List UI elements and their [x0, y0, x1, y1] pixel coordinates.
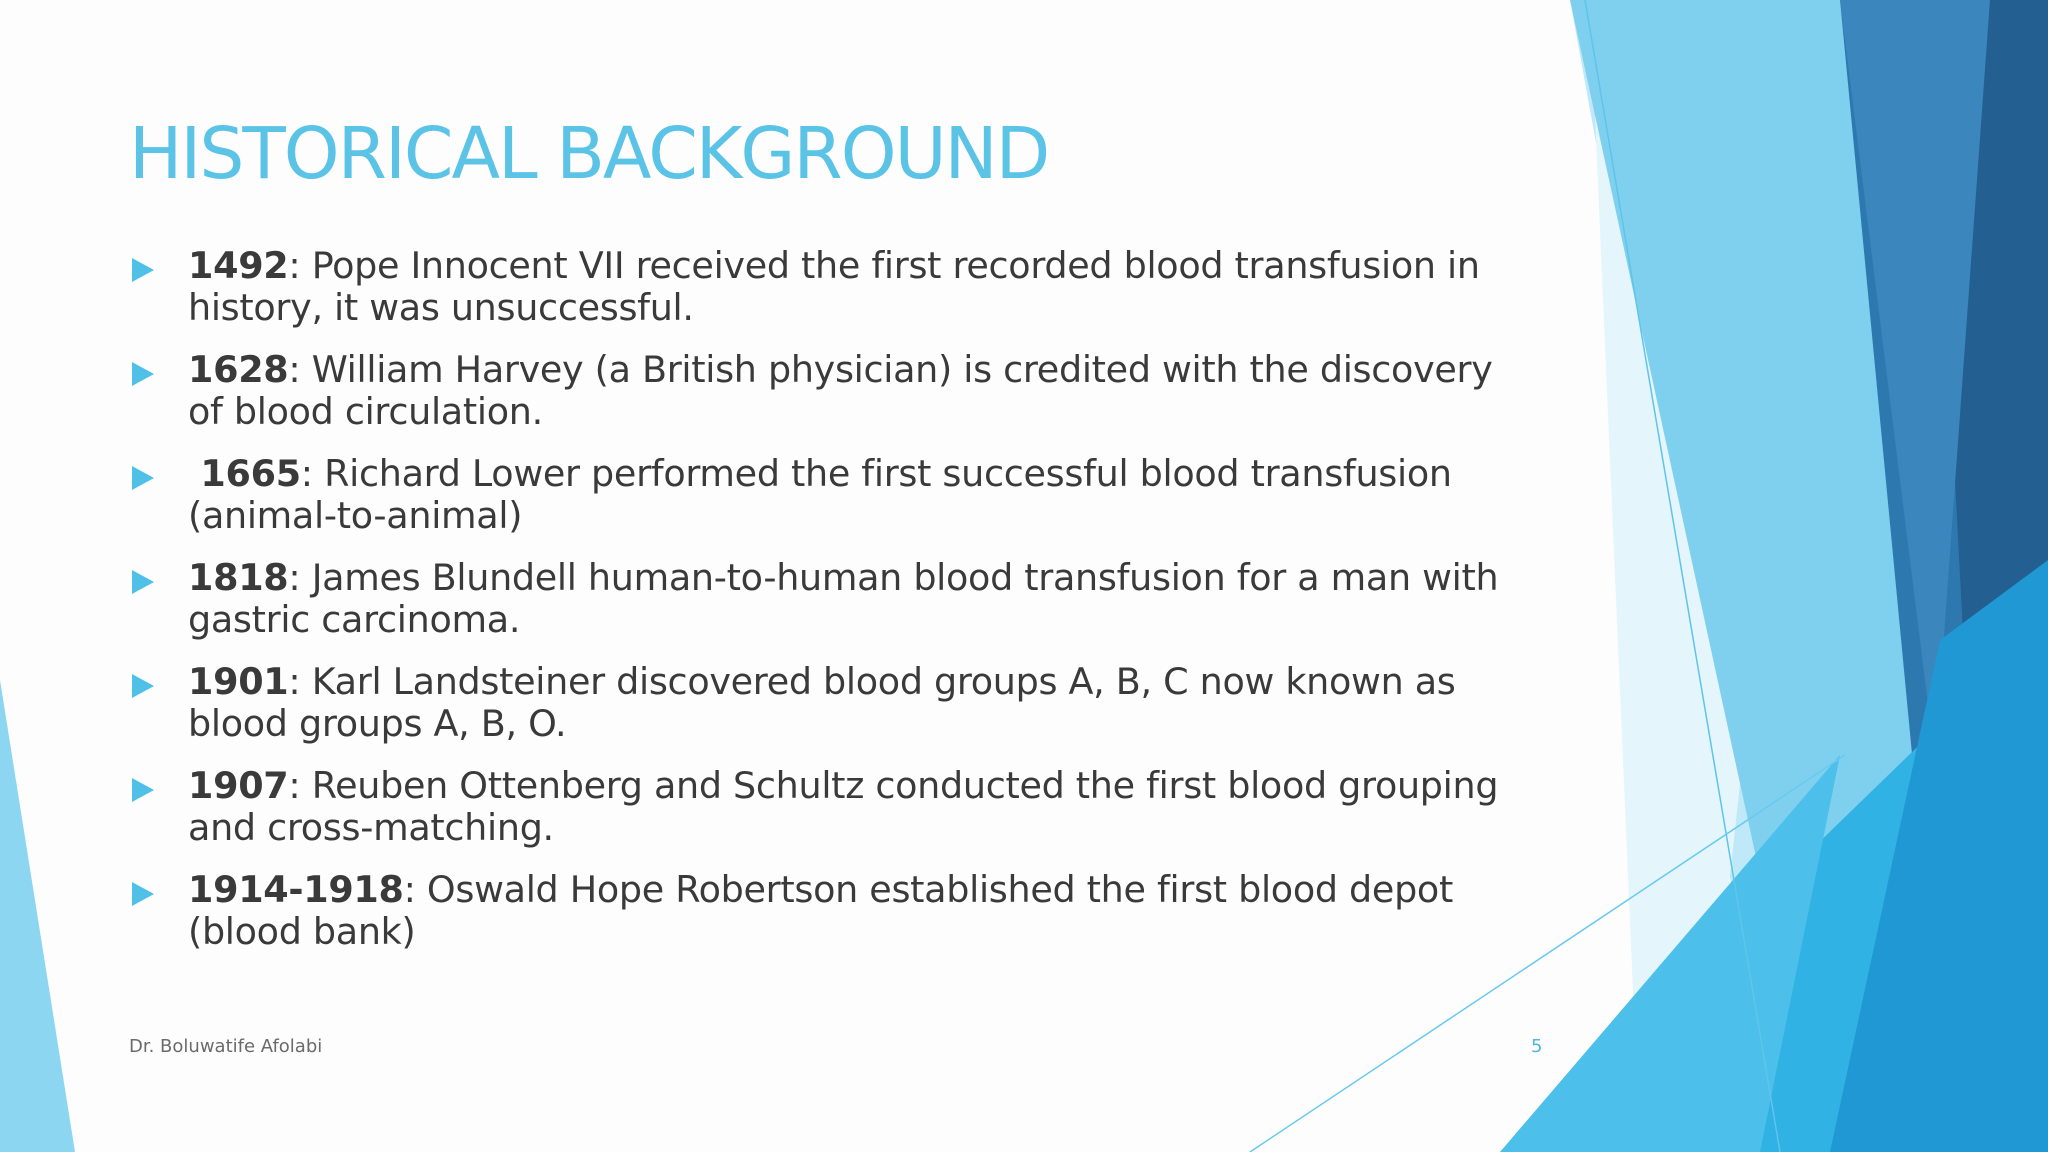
- bullet-year: 1901: [188, 660, 289, 703]
- bullet-item-1901: [130, 661, 1530, 745]
- bullet-year: 1492: [188, 244, 289, 287]
- bullet-year: 1628: [188, 348, 289, 391]
- bullet-item-1628: [130, 349, 1530, 433]
- bullet-text: : William Harvey (a British physician) is credited with the discovery of blood circulation.: [188, 348, 1493, 433]
- bullet-text: : Richard Lower performed the first successful blood transfusion (animal-to-animal): [188, 452, 1452, 537]
- bullet-text: : Reuben Ottenberg and Schultz conducted the first blood grouping and cross-matching.: [188, 764, 1499, 849]
- bullet-list: [130, 245, 1530, 973]
- bullet-text: : Pope Innocent VII received the first recorded blood transfusion in history, it was unsuccessful.: [188, 244, 1480, 329]
- page-number: 5: [1531, 1036, 1543, 1057]
- bullet-year: 1665: [188, 452, 301, 495]
- bullet-text: : James Blundell human-to-human blood transfusion for a man with gastric carcinoma.: [188, 556, 1499, 641]
- bullet-arrow-icon: [132, 674, 154, 698]
- bullet-item-1818: [130, 557, 1530, 641]
- bullet-arrow-icon: [132, 570, 154, 594]
- bullet-item-1907: [130, 765, 1530, 849]
- bullet-item-1914-1918: [130, 869, 1530, 953]
- bullet-item-1492: [130, 245, 1530, 329]
- slide-title: HISTORICAL BACKGROUND: [129, 112, 1049, 195]
- bullet-arrow-icon: [132, 778, 154, 802]
- bullet-arrow-icon: [132, 466, 154, 490]
- bullet-year: 1907: [188, 764, 289, 807]
- bullet-item-1665: [130, 453, 1530, 537]
- left-sliver-shape: [0, 680, 75, 1152]
- bullet-text: : Karl Landsteiner discovered blood groups A, B, C now known as blood groups A, B, O.: [188, 660, 1456, 745]
- footer-author: Dr. Boluwatife Afolabi: [129, 1036, 323, 1057]
- bullet-arrow-icon: [132, 258, 154, 282]
- bullet-arrow-icon: [132, 882, 154, 906]
- bullet-year: 1914-1918: [188, 868, 404, 911]
- bullet-year: 1818: [188, 556, 289, 599]
- bullet-text: : Oswald Hope Robertson established the first blood depot (blood bank): [188, 868, 1453, 953]
- bullet-arrow-icon: [132, 362, 154, 386]
